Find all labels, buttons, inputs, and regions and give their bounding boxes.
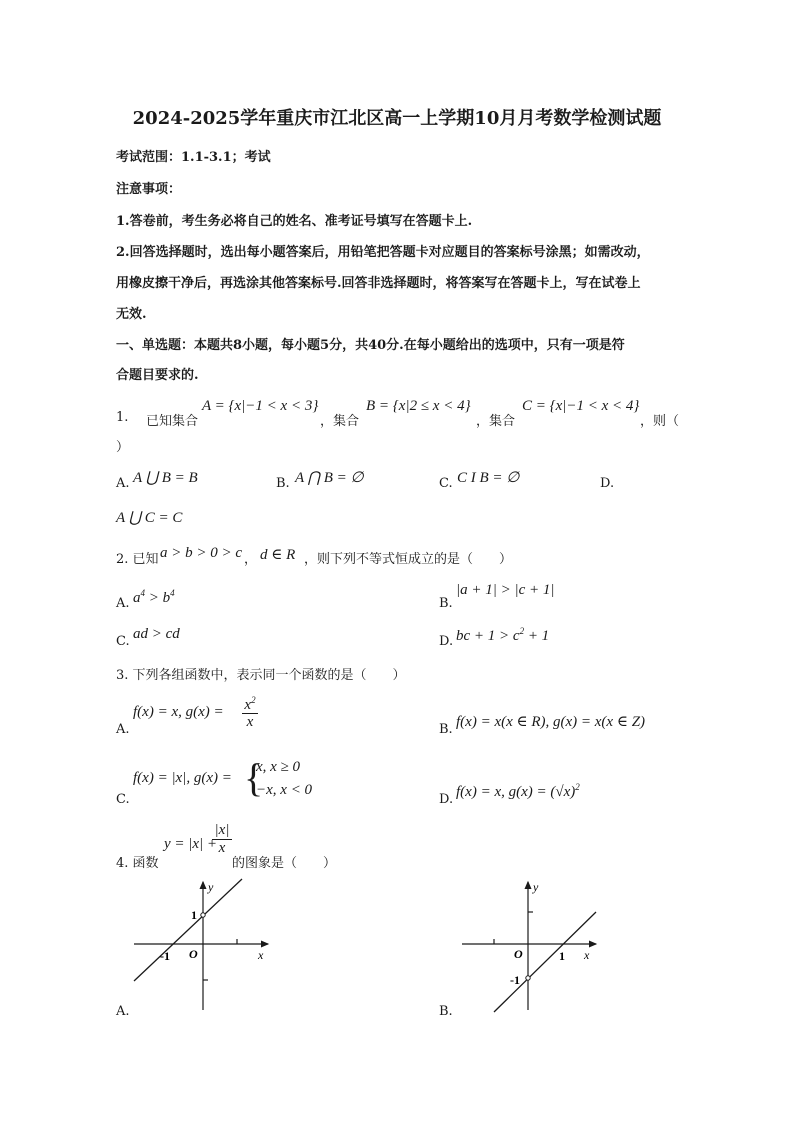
option-b: A ⋂ B = ∅	[295, 470, 364, 486]
condition: a > b > 0 > c	[160, 545, 243, 561]
option-label: B.	[439, 596, 453, 611]
option-label: D.	[439, 792, 454, 807]
question-text: ，则（	[640, 414, 680, 429]
note-line: 无效.	[116, 307, 147, 322]
notice-header: 注意事项：	[116, 182, 182, 197]
option-label: C.	[116, 634, 130, 649]
tick-label: 1	[191, 908, 197, 922]
origin-label: O	[514, 947, 523, 961]
question-text: ，	[244, 552, 258, 567]
condition: d ∈ R	[260, 547, 296, 563]
option-d: f(x) = x, $g(x) = (√x)^2$	[456, 782, 580, 800]
option-label: B.	[439, 722, 453, 737]
option-a: $a^4 > b^4$	[133, 588, 175, 606]
option-label: D.	[439, 634, 454, 649]
question-text: ，集合	[476, 414, 516, 429]
question-text: 已知集合	[146, 414, 199, 429]
note-line: 2.回答选择题时，选出每小题答案后，用铅笔把答题卡对应题目的答案标号涂黑；如需改动，	[116, 245, 650, 260]
option-label: A.	[116, 476, 130, 491]
option-label: A.	[116, 596, 130, 611]
open-point	[526, 976, 530, 980]
option-label: A.	[116, 1004, 130, 1019]
option-label: B.	[276, 476, 290, 491]
option-label: A.	[116, 722, 130, 737]
option-d: bc + $1 > c^2 + 1$	[456, 626, 550, 644]
option-c: ad > cd	[133, 626, 180, 642]
y-axis-label: y	[208, 880, 214, 894]
option-label: B.	[439, 1004, 453, 1019]
question-number: 1.	[116, 410, 129, 425]
option-label: C.	[116, 792, 130, 807]
question-text: ）	[116, 440, 130, 455]
option-d: A ⋃ C = C	[116, 510, 183, 526]
tick-label: -1	[160, 949, 170, 963]
origin-label: O	[189, 947, 198, 961]
graph-line	[494, 912, 596, 1012]
question-text: ，集合	[320, 414, 360, 429]
option-b: f(x) = x(x ∈ R), g(x) = x(x ∈ Z)	[456, 714, 646, 730]
x-axis-label: x	[258, 948, 264, 962]
x-axis-label: x	[584, 948, 590, 962]
question-text: ，则下列不等式恒成立的是（ ）	[304, 552, 513, 567]
section-header: 合题目要求的.	[116, 368, 199, 383]
section-header: 一、单选题：本题共8小题，每小题5分，共40分.在每小题给出的选项中，只有一项是符	[116, 338, 625, 353]
page-title: 2024-2025学年重庆市江北区高一上学期10月月考数学检测试题	[132, 108, 662, 129]
option-label: D.	[600, 476, 615, 491]
tick-label: 1	[559, 949, 565, 963]
question-text: 2. 已知	[116, 552, 159, 567]
question-text: 4. 函数	[116, 856, 159, 871]
fraction: $x^2$ x	[242, 692, 258, 730]
piecewise-case: −x, x < 0	[256, 782, 313, 798]
option-a: A ⋃ B = B	[133, 470, 198, 486]
brace-icon: {	[244, 755, 264, 800]
option-b: |a + 1| > |c + 1|	[456, 582, 555, 598]
piecewise-case: x, x ≥ 0	[256, 759, 301, 775]
function-expr: y = |x| +	[164, 836, 218, 852]
option-label: C.	[439, 476, 453, 491]
question-text: 3. 下列各组函数中，表示同一个函数的是（ ）	[116, 668, 406, 683]
tick-label: -1	[510, 973, 520, 987]
option-a: f(x) = x, g(x) =	[133, 704, 224, 720]
note-line: 1.答卷前，考生务必将自己的姓名、准考证号填写在答题卡上.	[116, 214, 473, 229]
open-point	[201, 913, 205, 917]
set-a: A = {x|−1 < x < 3}	[202, 398, 319, 414]
set-b: B = {x|2 ≤ x < 4}	[366, 398, 471, 414]
y-axis-label: y	[533, 880, 539, 894]
fraction: |x| x	[212, 822, 232, 857]
option-c: f(x) = |x|, g(x) =	[133, 770, 232, 786]
graph-line	[134, 879, 242, 981]
set-c: C = {x|−1 < x < 4}	[522, 398, 640, 414]
question-text: 的图象是（ ）	[232, 856, 337, 871]
option-c: C I B = ∅	[457, 470, 520, 486]
graph-a	[130, 876, 275, 1016]
exam-scope: 考试范围：1.1-3.1；考试	[116, 150, 271, 165]
graph-b	[458, 876, 603, 1016]
note-line: 用橡皮擦干净后，再选涂其他答案标号.回答非选择题时，将答案写在答题卡上，写在试卷上	[116, 276, 641, 291]
